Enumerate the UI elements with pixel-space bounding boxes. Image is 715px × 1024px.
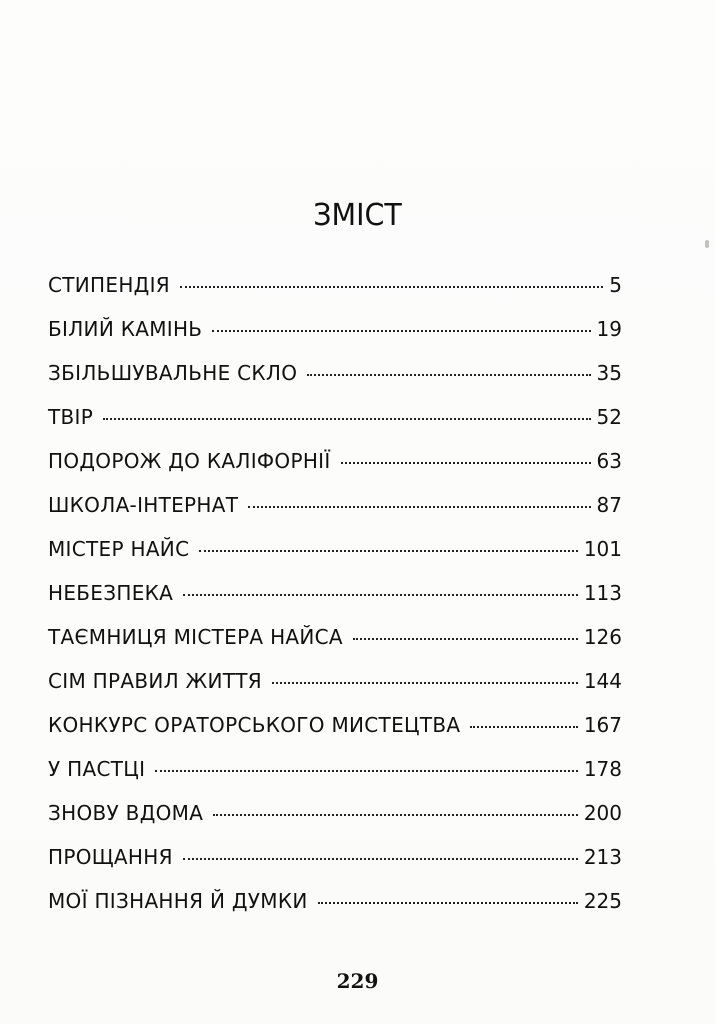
dot-leader <box>318 901 578 904</box>
toc-entry <box>48 835 622 879</box>
toc-entry <box>48 483 622 527</box>
dot-leader <box>103 417 590 420</box>
dot-leader <box>272 681 578 684</box>
toc-entry <box>48 527 622 571</box>
toc-entry-title: ПРОЩАННЯ <box>48 845 173 869</box>
toc-entry-title: БІЛИЙ КАМІНЬ <box>48 317 203 341</box>
toc-entry-title: ТАЄМНИЦЯ МІСТЕРА НАЙСА <box>48 625 343 649</box>
toc-entry-title: ШКОЛА-ІНТЕРНАТ <box>48 493 239 517</box>
toc-entry-title: СТИПЕНДІЯ <box>48 273 170 297</box>
dot-leader <box>180 285 603 288</box>
toc-entry-title: ЗНОВУ ВДОМА <box>48 801 204 825</box>
toc-entry-page: 35 <box>596 361 622 385</box>
toc-entry-page: 5 <box>609 273 622 297</box>
dot-leader <box>341 461 591 464</box>
toc-entry-page: 213 <box>583 845 622 869</box>
toc-entry-page: 167 <box>583 713 622 737</box>
toc-entry-title: У ПАСТЦІ <box>48 757 146 781</box>
toc-entry-title: НЕБЕЗПЕКА <box>48 581 174 605</box>
toc-entry-page: 126 <box>583 625 622 649</box>
toc-entry-page: 63 <box>596 449 622 473</box>
dot-leader <box>307 373 590 376</box>
toc-entry <box>48 791 622 835</box>
toc-entry-page: 87 <box>596 493 622 517</box>
toc-entry <box>48 307 622 351</box>
dot-leader <box>470 725 577 728</box>
toc-entry <box>48 263 622 307</box>
toc-entry <box>48 571 622 615</box>
toc-entry-title: СІМ ПРАВИЛ ЖИТТЯ <box>48 669 262 693</box>
toc-entry <box>48 659 622 703</box>
toc-entry-page: 19 <box>596 317 622 341</box>
toc-entry-title: ЗБІЛЬШУВАЛЬНЕ СКЛО <box>48 361 298 385</box>
page-title: ЗМІСТ <box>313 198 402 234</box>
toc-entry <box>48 747 622 791</box>
toc-entry-title: КОНКУРС ОРАТОРСЬКОГО МИСТЕЦТВА <box>48 713 461 737</box>
toc-entry-page: 101 <box>583 537 622 561</box>
dot-leader <box>213 813 578 816</box>
dot-leader <box>183 857 578 860</box>
toc-entry-title: ПОДОРОЖ ДО КАЛІФОРНІЇ <box>48 449 331 473</box>
toc-entry-page: 178 <box>583 757 622 781</box>
dot-leader <box>183 593 578 596</box>
dot-leader <box>353 637 578 640</box>
toc-entry <box>48 703 622 747</box>
toc-entry-title: МІСТЕР НАЙС <box>48 537 190 561</box>
toc-entry-page: 200 <box>583 801 622 825</box>
toc-entry <box>48 879 622 923</box>
toc-entry-title: ТВІР <box>48 405 94 429</box>
toc-entry <box>48 439 622 483</box>
toc-entry-page: 225 <box>583 889 622 913</box>
dot-leader <box>248 505 590 508</box>
dot-leader <box>212 329 590 332</box>
toc-entry <box>48 351 622 395</box>
toc-entry <box>48 615 622 659</box>
toc-entry-page: 144 <box>583 669 622 693</box>
table-of-contents <box>48 263 622 923</box>
page-number: 229 <box>336 969 379 993</box>
paper-speck <box>705 240 709 248</box>
dot-leader <box>155 769 578 772</box>
toc-entry <box>48 395 622 439</box>
toc-entry-title: МОЇ ПІЗНАННЯ Й ДУМКИ <box>48 889 308 913</box>
toc-entry-page: 113 <box>583 581 622 605</box>
toc-entry-page: 52 <box>596 405 622 429</box>
dot-leader <box>199 549 577 552</box>
